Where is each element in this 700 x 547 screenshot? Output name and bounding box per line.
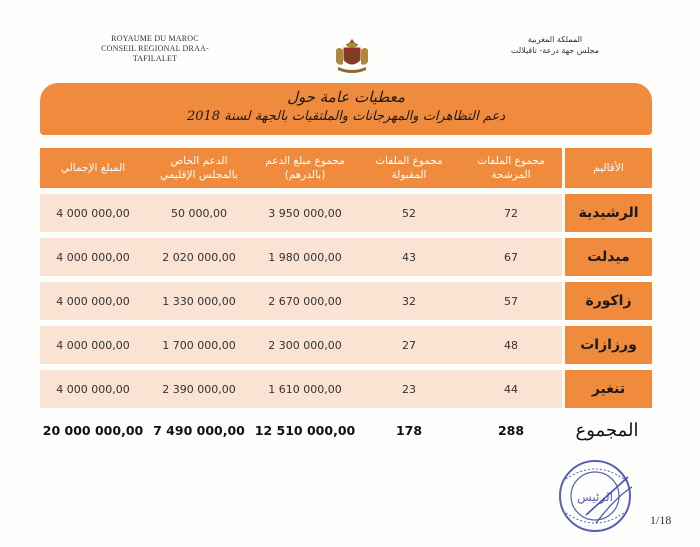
submitted-cell: 44 (460, 370, 562, 408)
table-row (40, 326, 652, 364)
table-row (40, 370, 652, 408)
table-header-row (40, 148, 652, 188)
region-cell: ميدلت (562, 238, 652, 276)
provincial-cell: 2 020 000,00 (146, 238, 252, 276)
submitted-cell: 67 (460, 238, 562, 276)
header-support: مجموع مبلغ الدعم (بالدرهم) (252, 148, 358, 188)
totals-provincial: 7 490 000,00 (153, 422, 245, 438)
provincial-cell: 1 330 000,00 (146, 282, 252, 320)
stamp-text: الرئيس (577, 490, 613, 504)
region-cell: تنغير (562, 370, 652, 408)
submitted-cell: 72 (460, 194, 562, 232)
region-cell: زاكورة (562, 282, 652, 320)
support-cell: 2 300 000,00 (252, 326, 358, 364)
statistics-table (40, 142, 652, 452)
support-cell: 2 670 000,00 (252, 282, 358, 320)
title-line-1: معطيات عامة حول (287, 88, 405, 106)
totals-total: 20 000 000,00 (42, 422, 144, 438)
submitted-cell: 57 (460, 282, 562, 320)
support-cell: 3 950 000,00 (252, 194, 358, 232)
totals-row (40, 414, 652, 446)
title-banner (40, 83, 652, 135)
provincial-cell: 50 000,00 (146, 194, 252, 232)
official-seal-stamp-icon (556, 457, 634, 535)
totals-label: المجموع (575, 419, 639, 441)
header-total-amount: المبلغ الإجمالي (40, 148, 146, 188)
header-french (80, 34, 230, 64)
accepted-cell: 32 (358, 282, 460, 320)
provincial-cell: 1 700 000,00 (146, 326, 252, 364)
submitted-cell: 48 (460, 326, 562, 364)
accepted-cell: 52 (358, 194, 460, 232)
accepted-cell: 43 (358, 238, 460, 276)
accepted-cell: 23 (358, 370, 460, 408)
total-cell: 4 000 000,00 (40, 238, 146, 276)
table-row (40, 282, 652, 320)
header-submitted: مجموع الملفات المرشحة (460, 148, 562, 188)
total-cell: 4 000 000,00 (40, 326, 146, 364)
total-cell: 4 000 000,00 (40, 194, 146, 232)
total-cell: 4 000 000,00 (40, 282, 146, 320)
totals-submitted: 288 (497, 422, 525, 438)
header-provincial: الدعم الخاص بالمجلس الإقليمي (146, 148, 252, 188)
header-kingdom-ar: المملكة المغربية (527, 35, 583, 44)
accepted-cell: 27 (358, 326, 460, 364)
header-kingdom-fr: ROYAUME DU MAROC (111, 34, 199, 43)
table-row (40, 194, 652, 232)
support-cell: 1 980 000,00 (252, 238, 358, 276)
header-arabic (480, 34, 630, 56)
royal-coat-of-arms-icon (330, 36, 374, 76)
header-council-ar: مجلس جهة درعة- تافيلالت (510, 46, 600, 55)
total-cell: 4 000 000,00 (40, 370, 146, 408)
table-row (40, 238, 652, 276)
title-line-2: دعم التظاهرات والمهرجانات والملتقيات بالجهة لسنة 2018 (186, 109, 506, 124)
region-cell: الرشيدية (562, 194, 652, 232)
totals-accepted: 178 (395, 422, 423, 438)
totals-support: 12 510 000,00 (254, 422, 356, 438)
region-cell: ورزازات (562, 326, 652, 364)
page-number: 1/18 (650, 513, 672, 527)
header-council-fr: CONSEIL REGIONAL DRAA- TAFILALET (101, 44, 209, 63)
header-accepted: مجموع الملفات المقبولة (358, 148, 460, 188)
support-cell: 1 610 000,00 (252, 370, 358, 408)
header-region: الأقاليم (562, 148, 652, 188)
provincial-cell: 2 390 000,00 (146, 370, 252, 408)
